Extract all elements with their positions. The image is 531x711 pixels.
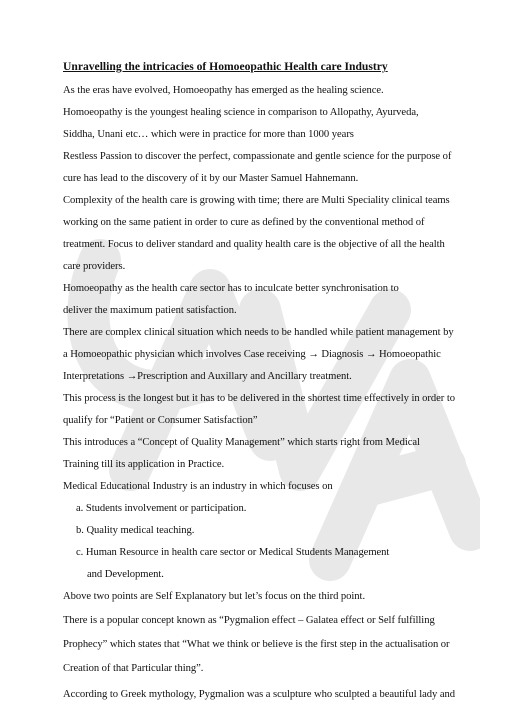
paragraph-line: Homoeopathy as the health care sector has to inculcate better synchronisation to (63, 283, 399, 294)
paragraph-line: Prophecy” which states that “What we think or believe is the first step in the actualisation or (63, 639, 450, 650)
paragraph-line: Homoeopathy is the youngest healing science in comparison to Allopathy, Ayurveda, (63, 107, 419, 118)
list-item: a. Students involvement or participation. (76, 503, 247, 514)
paragraph-line: working on the same patient in order to cure as defined by the conventional method of (63, 217, 425, 228)
paragraph-line: According to Greek mythology, Pygmalion was a sculpture who sculpted a beautiful lady and (63, 689, 456, 700)
paragraph-line: Restless Passion to discover the perfect, compassionate and gentle science for the purpose of (63, 151, 452, 162)
paragraph-line: This introduces a “Concept of Quality Management” which starts right from Medical (63, 437, 420, 448)
paragraph-line: This process is the longest but it has to be delivered in the shortest time effectively in order to (63, 393, 456, 404)
paragraph-line: deliver the maximum patient satisfaction. (63, 305, 237, 316)
paragraph-line: Siddha, Unani etc… which were in practice for more than 1000 years (63, 129, 354, 140)
paragraph-line: Medical Educational Industry is an industry in which focuses on (63, 481, 333, 492)
paragraph-line: Complexity of the health care is growing with time; there are Multi Speciality clinical teams (63, 195, 450, 206)
paragraph-line: Above two points are Self Explanatory but let’s focus on the third point. (63, 591, 366, 602)
list-item-continuation: and Development. (87, 569, 164, 580)
paragraph-line: Interpretations →Prescription and Auxillary and Ancillary treatment. (63, 371, 352, 382)
paragraph-line: treatment. Focus to deliver standard and quality health care is the objective of all the health (63, 239, 445, 250)
paragraph-line: There is a popular concept known as “Pygmalion effect – Galatea effect or Self fulfilling (63, 615, 435, 626)
paragraph-line: Creation of that Particular thing”. (63, 663, 204, 674)
paragraph-line: Training till its application in Practice. (63, 459, 225, 470)
paragraph-line: a Homoeopathic physician which involves Case receiving → Diagnosis → Homoeopathic (63, 349, 441, 360)
paragraph-line: qualify for “Patient or Consumer Satisfaction” (63, 415, 258, 426)
paragraph-line: There are complex clinical situation which needs to be handled while patient management by (63, 327, 454, 338)
list-item: b. Quality medical teaching. (76, 525, 195, 536)
document-title: Unravelling the intricacies of Homoeopathic Health care Industry (63, 60, 388, 73)
paragraph-line: As the eras have evolved, Homoeopathy has emerged as the healing science. (63, 85, 384, 96)
list-item: c. Human Resource in health care sector or Medical Students Management (76, 547, 390, 558)
paragraph-line: cure has lead to the discovery of it by our Master Samuel Hahnemann. (63, 173, 359, 184)
paragraph-line: care providers. (63, 261, 126, 272)
